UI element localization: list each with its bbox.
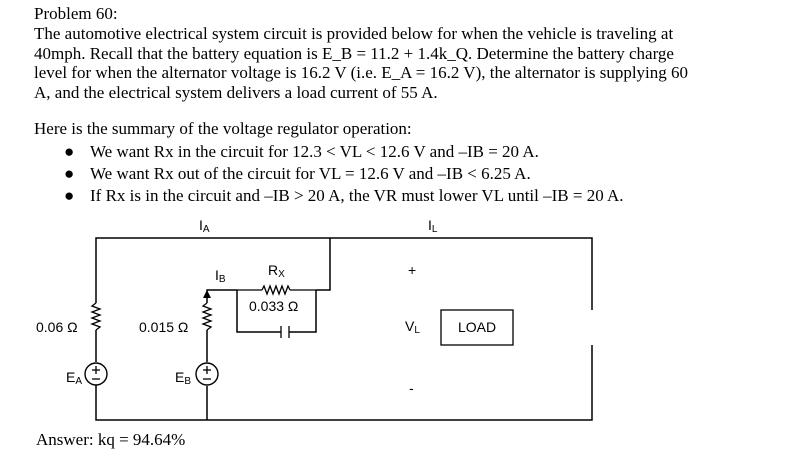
- bullet-icon: ●: [64, 142, 75, 161]
- current-a-label: IA: [199, 217, 210, 235]
- battery-source-icon: [196, 363, 218, 385]
- rx-label: RX: [268, 262, 285, 280]
- plus-sign: +: [408, 262, 417, 278]
- summary-heading: Here is the summary of the voltage regulator operation:: [34, 119, 412, 138]
- statement-line-3: level for when the alternator voltage is 16.2 V (i.e. E_A = 16.2 V), the alternator is supplying 60: [34, 63, 689, 82]
- current-b-label: IB: [215, 267, 226, 285]
- vl-label: VL: [405, 318, 420, 336]
- alternator-source-icon: [85, 363, 107, 385]
- statement-line-4: A, and the electrical system delivers a load current of 55 A.: [34, 82, 438, 102]
- rx-value-label: 0.033 Ω: [249, 298, 299, 314]
- load-label: LOAD: [458, 319, 497, 335]
- regulator-switch-icon: [281, 326, 289, 338]
- statement-line-2: 40mph. Recall that the battery equation is E_B = 11.2 + 1.4k_Q. Determine the battery charge: [34, 43, 674, 63]
- problem-title: Problem 60:: [34, 4, 118, 23]
- alternator-resistance-label: 0.06 Ω: [36, 319, 78, 335]
- current-arrow-icon: [203, 290, 211, 298]
- bullet-text: We want Rx out of the circuit for VL = 12.6 V and –IB < 6.25 A.: [90, 164, 531, 183]
- minus-sign: -: [409, 380, 414, 396]
- statement-line-1: The automotive electrical system circuit is provided below for when the vehicle is traveling at: [34, 24, 674, 43]
- battery-resistor-icon: [203, 303, 211, 330]
- source-a-label: EA: [66, 369, 83, 387]
- battery-resistance-label: 0.015 Ω: [139, 319, 189, 335]
- alternator-resistor-icon: [92, 303, 100, 330]
- answer-text: Answer: kq = 94.64%: [36, 430, 186, 449]
- bullet-text: We want Rx in the circuit for 12.3 < VL < 12.6 V and –IB = 20 A.: [90, 142, 539, 161]
- current-l-label: IL: [428, 217, 438, 235]
- bullet-text: If Rx is in the circuit and –IB > 20 A, the VR must lower VL until –IB = 20 A.: [90, 186, 624, 205]
- bullet-icon: ●: [64, 186, 75, 205]
- source-b-label: EB: [175, 369, 192, 387]
- bullet-icon: ●: [64, 164, 75, 183]
- rx-resistor-icon: [262, 286, 290, 294]
